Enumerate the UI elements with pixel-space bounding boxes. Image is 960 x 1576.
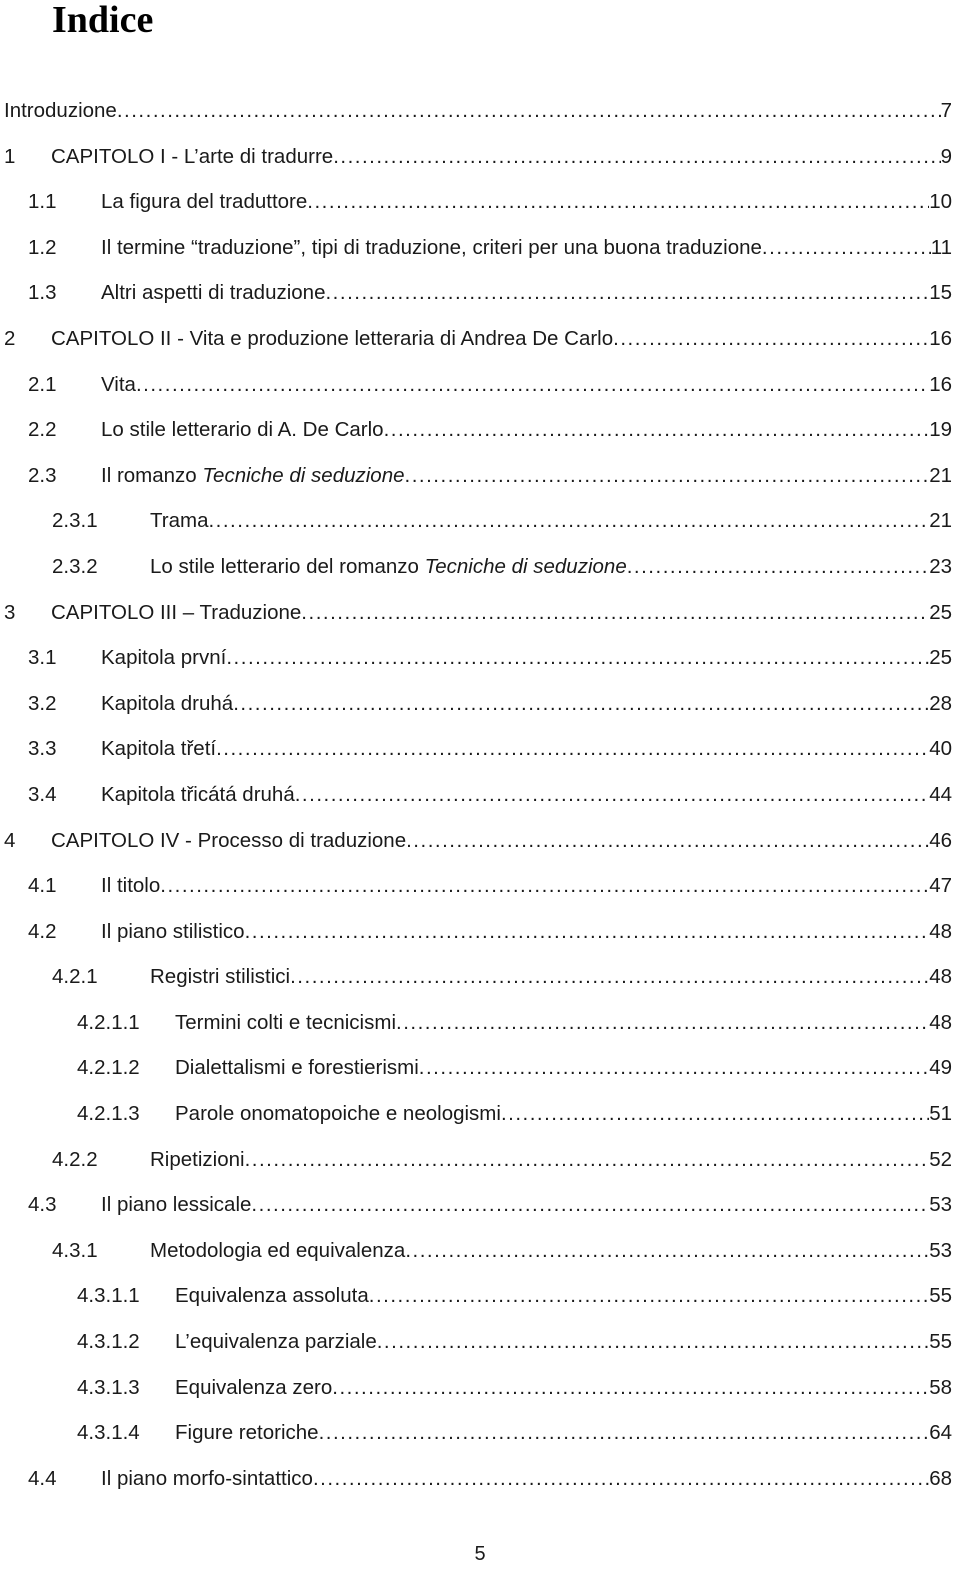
dot-leader (319, 1410, 930, 1456)
toc-entry-number: 1.1 (28, 190, 57, 214)
toc-entry-title-text: CAPITOLO III – Traduzione (51, 600, 302, 624)
toc-entry-number: 4.2 (28, 919, 57, 943)
toc-entry[interactable] (0, 134, 952, 180)
toc-entry-title (175, 1091, 501, 1137)
dot-leader (251, 1182, 929, 1228)
toc-entry-title-text: L’equivalenza parziale (175, 1330, 377, 1354)
dot-leader (325, 270, 929, 316)
toc-entry-title-text: Il romanzo (101, 463, 203, 487)
toc-entry-title (175, 1045, 419, 1091)
toc-entry-number: 2.3.2 (52, 554, 98, 578)
toc-entry-page: 10 (929, 190, 952, 214)
toc-entry-page: 23 (929, 554, 952, 578)
toc-entry[interactable] (0, 88, 952, 134)
dot-leader (384, 407, 930, 453)
toc-entry-title-text: CAPITOLO IV - Processo di traduzione (51, 828, 407, 852)
dot-leader (369, 1273, 929, 1319)
toc-entry-page: 49 (929, 1056, 952, 1080)
toc-entry-number: 3.2 (28, 691, 57, 715)
dot-leader (117, 88, 941, 134)
toc-entry-title (101, 362, 136, 408)
dot-leader (208, 498, 929, 544)
toc-entry-number: 4.3.1 (52, 1238, 98, 1262)
toc-entry-title-text: Introduzione (4, 99, 117, 122)
toc-entry-number: 4.2.1.3 (77, 1102, 140, 1126)
toc-entry[interactable] (0, 407, 952, 453)
toc-entry-title (101, 225, 762, 271)
table-of-contents (0, 88, 952, 1501)
toc-entry-number: 3.4 (28, 782, 57, 806)
dot-leader (245, 909, 930, 955)
toc-entry-title (101, 1182, 251, 1228)
toc-entry-title (150, 954, 290, 1000)
toc-entry-title (175, 1319, 377, 1365)
toc-entry[interactable] (0, 362, 952, 408)
toc-entry[interactable] (0, 681, 952, 727)
toc-entry-title (101, 909, 245, 955)
toc-entry-number: 4.3.1.1 (77, 1284, 140, 1308)
toc-entry[interactable] (0, 544, 952, 590)
toc-entry-title-italic: Tecniche di seduzione (202, 463, 405, 487)
page-number: 5 (474, 1543, 486, 1565)
toc-entry-page: 28 (929, 691, 952, 715)
toc-entry[interactable] (0, 1410, 952, 1456)
toc-entry-title (51, 818, 406, 864)
dot-leader (216, 726, 929, 772)
toc-entry-title (51, 590, 301, 636)
dot-leader (405, 453, 930, 499)
toc-entry-page: 16 (929, 326, 952, 350)
toc-entry-title-text: Figure retoriche (175, 1421, 319, 1445)
dot-leader (295, 772, 929, 818)
toc-entry-number: 2.3.1 (52, 509, 98, 533)
toc-entry-page: 48 (929, 1010, 952, 1034)
toc-entry-page: 21 (929, 509, 952, 533)
toc-entry-title-text: Kapitola třetí (101, 737, 217, 761)
toc-entry[interactable] (0, 909, 952, 955)
dot-leader (307, 179, 929, 225)
toc-entry-title (101, 270, 325, 316)
toc-entry-title (150, 1137, 245, 1183)
toc-entry-page: 47 (929, 874, 952, 898)
toc-entry-number: 4.1 (28, 874, 57, 898)
toc-entry-page: 16 (929, 372, 952, 396)
toc-entry-number: 4 (4, 828, 16, 852)
toc-entry-title-text: Dialettalismi e forestierismi (175, 1056, 419, 1080)
dot-leader (226, 635, 929, 681)
dot-leader (332, 1365, 929, 1411)
toc-entry-title-text: Vita (101, 372, 136, 396)
toc-entry-page: 53 (929, 1193, 952, 1217)
toc-entry-number: 4.2.1.1 (77, 1010, 140, 1034)
toc-entry[interactable] (0, 635, 952, 681)
toc-entry-title-text: Equivalenza assoluta (175, 1284, 369, 1308)
toc-entry-number: 4.2.1 (52, 965, 98, 989)
toc-entry-page: 53 (929, 1238, 952, 1262)
toc-entry-page: 7 (940, 99, 952, 122)
toc-entry-page: 64 (929, 1421, 952, 1445)
toc-entry-page: 44 (929, 782, 952, 806)
toc-entry-page: 68 (929, 1466, 952, 1490)
toc-entry-title (101, 407, 384, 453)
toc-entry-number: 4.2.2 (52, 1147, 98, 1171)
toc-entry[interactable] (0, 954, 952, 1000)
toc-entry-number: 4.4 (28, 1466, 57, 1490)
toc-entry-page: 15 (929, 281, 952, 305)
toc-entry-title (175, 1000, 396, 1046)
toc-entry-title (101, 453, 405, 499)
toc-entry-number: 4.3.1.3 (77, 1375, 140, 1399)
toc-entry[interactable] (0, 1273, 952, 1319)
toc-entry-number: 3.1 (28, 646, 57, 670)
toc-entry-title-text: Kapitola druhá (101, 691, 234, 715)
toc-entry-title (101, 635, 226, 681)
dot-leader (245, 1137, 930, 1183)
toc-entry[interactable] (0, 1045, 952, 1091)
toc-entry-number: 1 (4, 144, 16, 168)
toc-entry-title-text: Il piano lessicale (101, 1193, 252, 1217)
toc-entry-title (101, 1456, 313, 1502)
dot-leader (233, 681, 929, 727)
dot-leader (613, 316, 929, 362)
dot-leader (627, 544, 929, 590)
toc-entry[interactable] (0, 270, 952, 316)
toc-entry-title (101, 863, 160, 909)
toc-entry-page: 25 (929, 600, 952, 624)
toc-entry-title (4, 88, 117, 134)
toc-entry-number: 3.3 (28, 737, 57, 761)
toc-entry-title (150, 1228, 405, 1274)
toc-entry[interactable] (0, 1182, 952, 1228)
toc-entry-title-text: Equivalenza zero (175, 1375, 333, 1399)
toc-entry-page: 21 (929, 463, 952, 487)
toc-entry-title-text: Termini colti e tecnicismi (175, 1010, 396, 1034)
dot-leader (160, 863, 929, 909)
toc-entry-page: 25 (929, 646, 952, 670)
toc-entry[interactable] (0, 225, 952, 271)
toc-entry-page: 55 (929, 1284, 952, 1308)
toc-entry-title-text: Il piano stilistico (101, 919, 245, 943)
toc-entry-title-text: Il titolo (101, 874, 161, 898)
toc-entry-number: 2.2 (28, 418, 57, 442)
dot-leader (762, 225, 931, 271)
toc-entry-title (101, 179, 307, 225)
toc-entry-title (175, 1273, 369, 1319)
toc-entry[interactable] (0, 772, 952, 818)
toc-entry[interactable] (0, 818, 952, 864)
toc-entry-title (150, 544, 627, 590)
toc-entry-title (101, 772, 295, 818)
toc-entry[interactable] (0, 1137, 952, 1183)
page-title: Indice (52, 0, 154, 41)
toc-entry-title-text: Ripetizioni (150, 1147, 245, 1171)
toc-entry-number: 3 (4, 600, 16, 624)
toc-entry-title-text: Altri aspetti di traduzione (101, 281, 326, 305)
dot-leader (333, 134, 940, 180)
toc-entry[interactable] (0, 316, 952, 362)
toc-entry-title-text: Kapitola první (101, 646, 227, 670)
toc-entry-page: 51 (929, 1102, 952, 1126)
dot-leader (501, 1091, 929, 1137)
toc-entry-title-text: CAPITOLO I - L’arte di tradurre (51, 144, 334, 168)
dot-leader (406, 818, 929, 864)
toc-entry-number: 1.3 (28, 281, 57, 305)
toc-entry-page: 48 (929, 965, 952, 989)
toc-entry-page: 19 (929, 418, 952, 442)
toc-entry-number: 4.3.1.2 (77, 1330, 140, 1354)
dot-leader (313, 1456, 929, 1502)
toc-entry[interactable] (0, 1365, 952, 1411)
toc-entry[interactable] (0, 453, 952, 499)
toc-entry-title-text: Kapitola třicátá druhá (101, 782, 295, 806)
toc-entry[interactable] (0, 1000, 952, 1046)
toc-entry-page: 55 (929, 1330, 952, 1354)
toc-entry[interactable] (0, 1456, 952, 1502)
toc-entry-page: 48 (929, 919, 952, 943)
toc-entry-number: 1.2 (28, 235, 57, 259)
toc-entry[interactable] (0, 1319, 952, 1365)
toc-entry[interactable] (0, 1091, 952, 1137)
toc-entry-title-text: Il piano morfo-sintattico (101, 1466, 313, 1490)
toc-entry-title-text: Trama (150, 509, 209, 533)
toc-entry-number: 4.3.1.4 (77, 1421, 140, 1445)
toc-entry[interactable] (0, 726, 952, 772)
toc-entry-title-text: CAPITOLO II - Vita e produzione letteraria di Andrea De Carlo (51, 326, 614, 350)
toc-entry-title-italic: Tecniche di seduzione (424, 554, 627, 578)
toc-entry-page: 52 (929, 1147, 952, 1171)
toc-entry-number: 2.1 (28, 372, 57, 396)
dot-leader (419, 1045, 929, 1091)
toc-entry-page: 40 (929, 737, 952, 761)
toc-entry-title-text: Metodologia ed equivalenza (150, 1238, 406, 1262)
toc-entry-page: 46 (929, 828, 952, 852)
toc-entry[interactable] (0, 863, 952, 909)
toc-entry[interactable] (0, 1228, 952, 1274)
toc-entry-title (101, 726, 216, 772)
toc-entry[interactable] (0, 590, 952, 636)
toc-entry-page: 11 (930, 235, 952, 259)
toc-entry-title-text: Il termine “traduzione”, tipi di traduzione, criteri per una buona traduzione (101, 235, 762, 259)
toc-entry-number: 2 (4, 326, 16, 350)
toc-entry-title-text: Registri stilistici (150, 965, 291, 989)
toc-entry-title-text: Lo stile letterario del romanzo (150, 554, 425, 578)
toc-entry-title (51, 316, 613, 362)
toc-entry[interactable] (0, 179, 952, 225)
toc-entry-number: 2.3 (28, 463, 57, 487)
dot-leader (405, 1228, 929, 1274)
toc-entry-page: 58 (929, 1375, 952, 1399)
toc-entry-title (150, 498, 208, 544)
toc-entry-title (51, 134, 333, 180)
toc-entry-title (101, 681, 233, 727)
dot-leader (396, 1000, 929, 1046)
toc-entry-title-text: La figura del traduttore (101, 190, 308, 214)
toc-entry[interactable] (0, 498, 952, 544)
toc-entry-title (175, 1410, 319, 1456)
toc-entry-page: 9 (940, 144, 952, 168)
dot-leader (136, 362, 929, 408)
dot-leader (377, 1319, 929, 1365)
dot-leader (301, 590, 929, 636)
toc-entry-title (175, 1365, 332, 1411)
toc-entry-title-text: Parole onomatopoiche e neologismi (175, 1102, 501, 1126)
toc-entry-title-text: Lo stile letterario di A. De Carlo (101, 418, 384, 442)
toc-entry-number: 4.3 (28, 1193, 57, 1217)
dot-leader (290, 954, 929, 1000)
toc-entry-number: 4.2.1.2 (77, 1056, 140, 1080)
